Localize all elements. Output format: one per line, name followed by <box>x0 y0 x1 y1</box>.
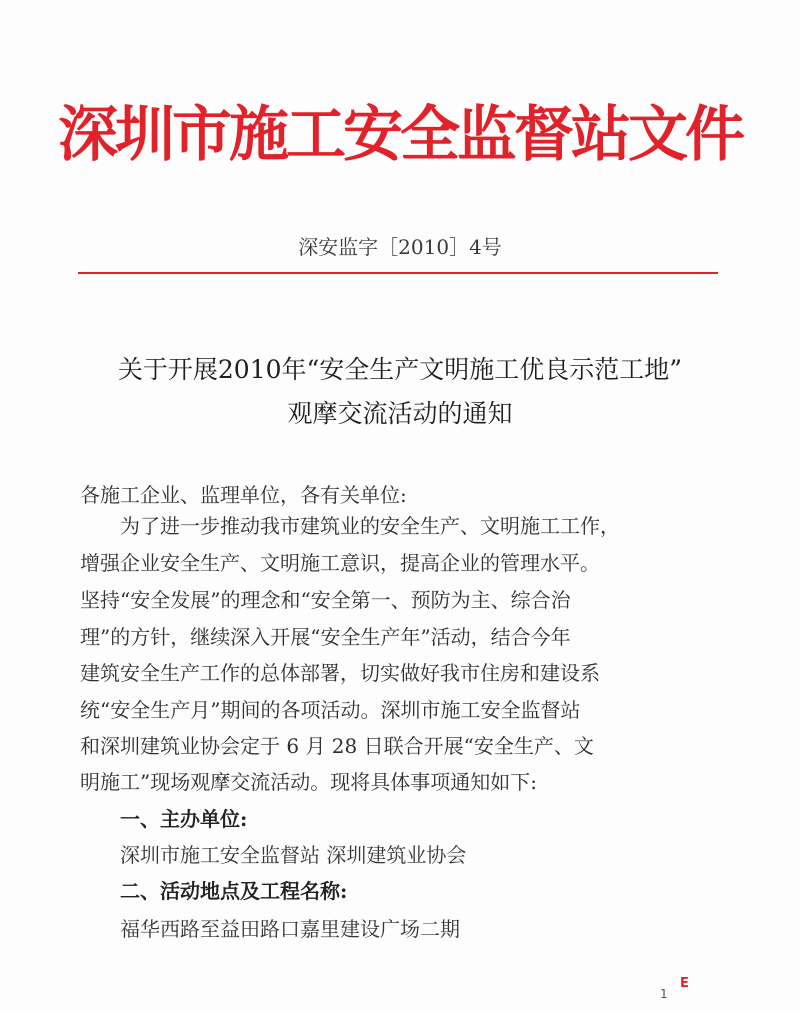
masthead-title: 深圳市施工安全监督站文件 <box>58 100 742 170</box>
body-line: 统“安全生产月”期间的各项活动。深圳市施工安全监督站 <box>80 698 581 722</box>
section-content-organizer: 深圳市施工安全监督站 深圳建筑业协会 <box>120 843 467 867</box>
body-line: 理”的方针，继续深入开展“安全生产年”活动，结合今年 <box>80 625 571 649</box>
document-number: 深安监字［2010］4号 <box>298 235 502 259</box>
section-heading-location: 二、活动地点及工程名称: <box>120 879 348 903</box>
body-line: 明施工”现场观摩交流活动。现将具体事项通知如下: <box>80 770 537 794</box>
notice-title-line-2: 观摩交流活动的通知 <box>287 399 513 428</box>
corner-mark: E <box>680 976 689 991</box>
section-content-location: 福华西路至益田路口嘉里建设广场二期 <box>120 917 460 941</box>
body-line: 增强企业安全生产、文明施工意识，提高企业的管理水平。 <box>80 551 600 575</box>
notice-title-line-1: 关于开展2010年“安全生产文明施工优良示范工地” <box>117 355 683 384</box>
body-line: 为了进一步推动我市建筑业的安全生产、文明施工工作， <box>120 514 620 538</box>
salutation: 各施工企业、监理单位，各有关单位: <box>80 483 407 507</box>
page-number: 1 <box>660 987 668 1001</box>
body-line: 建筑安全生产工作的总体部署，切实做好我市住房和建设系 <box>80 661 600 685</box>
section-heading-organizer: 一、主办单位: <box>120 807 248 831</box>
red-divider-rule <box>78 272 718 274</box>
body-line: 和深圳建筑业协会定于 6 月 28 日联合开展“安全生产、文 <box>80 734 594 758</box>
body-line: 坚持“安全发展”的理念和“安全第一、预防为主、综合治 <box>80 588 571 612</box>
